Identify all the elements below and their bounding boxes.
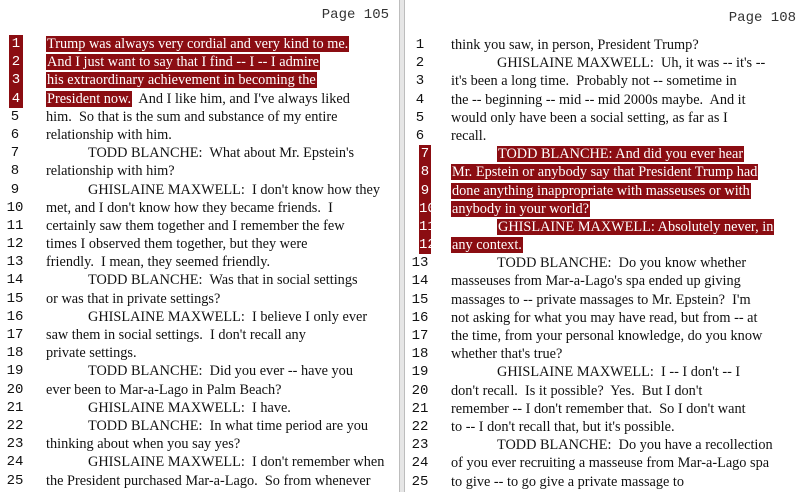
line-text bbox=[451, 236, 523, 254]
line-number: 18 bbox=[411, 346, 429, 363]
line-text bbox=[451, 36, 699, 54]
transcript-line bbox=[405, 36, 808, 54]
line-number: 8 bbox=[10, 163, 20, 180]
line-number: 6 bbox=[10, 126, 20, 143]
transcript-line bbox=[0, 435, 399, 453]
line-number: 1 bbox=[415, 37, 425, 53]
transcript-line bbox=[405, 436, 808, 454]
line-number: 5 bbox=[10, 108, 20, 125]
line-number: 11 bbox=[6, 217, 24, 234]
line-text bbox=[46, 253, 270, 271]
line-text bbox=[497, 145, 744, 163]
plain-text: not asking for what you may have read, but from -- at bbox=[451, 309, 758, 326]
line-text bbox=[46, 326, 306, 344]
plain-text: it's been a long time. Probably not -- sometime in bbox=[451, 73, 737, 90]
transcript-line bbox=[405, 345, 808, 363]
line-number: 11 bbox=[419, 218, 436, 235]
transcript-line bbox=[0, 53, 399, 71]
line-number: 13 bbox=[6, 254, 24, 271]
line-text bbox=[451, 454, 769, 472]
plain-text: relationship with him. bbox=[46, 126, 172, 143]
line-number: 22 bbox=[6, 417, 24, 434]
line-text bbox=[88, 308, 367, 326]
transcript-line bbox=[405, 382, 808, 400]
line-number: 21 bbox=[6, 399, 24, 416]
transcript-line bbox=[405, 473, 808, 491]
transcript-line bbox=[405, 327, 808, 345]
line-number: 25 bbox=[411, 473, 429, 490]
line-text bbox=[46, 53, 320, 71]
transcript-line bbox=[0, 35, 399, 53]
line-number: 15 bbox=[411, 291, 429, 308]
transcript-line bbox=[0, 271, 399, 289]
plain-text: GHISLAINE MAXWELL: Uh, it was -- it's -- bbox=[497, 55, 766, 72]
plain-text: thinking about when you say yes? bbox=[46, 436, 241, 453]
transcript-line bbox=[0, 399, 399, 417]
line-number: 7 bbox=[420, 146, 430, 163]
transcript-line bbox=[0, 344, 399, 362]
line-number: 24 bbox=[411, 455, 429, 472]
plain-text: to -- I don't recall that, but it's possible. bbox=[451, 418, 675, 435]
line-text bbox=[497, 218, 774, 236]
line-number: 16 bbox=[6, 308, 24, 325]
highlighted-text: And I just want to say that I find -- I -- I admire bbox=[47, 54, 319, 71]
highlighted-text: anybody in your world? bbox=[452, 200, 589, 217]
plain-text: GHISLAINE MAXWELL: I don't know how they bbox=[88, 181, 381, 198]
line-text bbox=[46, 435, 240, 453]
line-number: 3 bbox=[9, 71, 23, 89]
line-number: 6 bbox=[415, 127, 425, 144]
transcript-line bbox=[405, 127, 808, 145]
line-text bbox=[46, 235, 307, 253]
highlighted-text: Trump was always very cordial and very kind to me. bbox=[47, 36, 349, 52]
line-number: 3 bbox=[415, 73, 425, 90]
highlighted-text: his extraordinary achievement in becoming the bbox=[47, 72, 316, 89]
transcript-line bbox=[0, 144, 399, 162]
line-number: 17 bbox=[6, 327, 24, 343]
transcript-line bbox=[405, 182, 808, 200]
transcript-page-left bbox=[0, 0, 400, 492]
plain-text: recall. bbox=[451, 127, 487, 144]
plain-text: friendly. I mean, they seemed friendly. bbox=[46, 254, 271, 271]
plain-text: remember -- I don't remember that. So I don't want bbox=[451, 400, 746, 417]
transcript-line bbox=[405, 454, 808, 472]
transcript-line bbox=[0, 453, 399, 471]
line-text bbox=[46, 217, 345, 235]
line-text bbox=[46, 199, 333, 217]
line-number: 17 bbox=[411, 328, 429, 344]
line-text bbox=[88, 181, 380, 199]
line-text bbox=[88, 144, 354, 162]
highlighted-text: President now. bbox=[47, 90, 132, 107]
line-text bbox=[451, 272, 741, 290]
plain-text: TODD BLANCHE: Do you have a recollection bbox=[497, 437, 773, 454]
transcript-line bbox=[405, 200, 808, 218]
plain-text: GHISLAINE MAXWELL: I believe I only ever bbox=[88, 308, 368, 325]
line-text bbox=[451, 382, 702, 400]
line-number: 19 bbox=[6, 363, 24, 380]
transcript-line bbox=[405, 272, 808, 290]
line-text bbox=[88, 453, 384, 471]
line-text bbox=[46, 35, 349, 53]
line-number: 21 bbox=[411, 400, 429, 417]
line-number: 23 bbox=[6, 436, 24, 453]
line-number: 14 bbox=[6, 272, 24, 289]
plain-text: certainly saw them together and I remember the few bbox=[46, 217, 345, 234]
line-number: 25 bbox=[6, 472, 24, 489]
line-number: 8 bbox=[420, 164, 430, 181]
transcript-line bbox=[0, 362, 399, 380]
transcript-line bbox=[0, 290, 399, 308]
plain-text: masseuses from Mar-a-Lago's spa ended up giving bbox=[451, 273, 741, 290]
line-text bbox=[46, 344, 137, 362]
transcript-line bbox=[405, 145, 808, 163]
line-number: 7 bbox=[10, 145, 20, 162]
plain-text: the time, from your personal knowledge, do you know bbox=[451, 328, 763, 344]
plain-text: massages to -- private massages to Mr. Epstein? I'm bbox=[451, 291, 751, 308]
plain-text: TODD BLANCHE: What about Mr. Epstein's bbox=[88, 145, 355, 162]
transcript-line bbox=[405, 109, 808, 127]
line-number: 12 bbox=[6, 236, 24, 253]
line-text bbox=[451, 182, 751, 200]
transcript-line bbox=[0, 162, 399, 180]
line-text bbox=[451, 72, 737, 90]
highlighted-text: GHISLAINE MAXWELL: Absolutely never, in bbox=[498, 218, 774, 235]
line-text bbox=[88, 417, 368, 435]
line-text bbox=[46, 162, 175, 180]
transcript-line bbox=[0, 381, 399, 399]
line-text bbox=[46, 108, 337, 126]
transcript-lines bbox=[405, 36, 808, 491]
line-number: 15 bbox=[6, 290, 24, 307]
line-text bbox=[497, 436, 773, 454]
transcript-line bbox=[405, 418, 808, 436]
line-text bbox=[46, 126, 172, 144]
highlighted-text: any context. bbox=[452, 237, 522, 254]
line-text bbox=[451, 345, 562, 363]
transcript-line bbox=[0, 326, 399, 344]
line-text bbox=[88, 362, 353, 380]
plain-text: him. So that is the sum and substance of my entire bbox=[46, 108, 338, 125]
plain-text: the -- beginning -- mid -- mid 2000s maybe. And it bbox=[451, 91, 746, 108]
plain-text: would only have been a social setting, as far as I bbox=[451, 109, 728, 126]
plain-text: the President purchased Mar-a-Lago. So from whenever bbox=[46, 472, 371, 489]
plain-text: GHISLAINE MAXWELL: I have. bbox=[88, 399, 291, 416]
transcript-line bbox=[0, 253, 399, 271]
line-number: 2 bbox=[415, 55, 425, 72]
plain-text: relationship with him? bbox=[46, 163, 175, 180]
plain-text: don't recall. Is it possible? Yes. But I don't bbox=[451, 382, 703, 399]
plain-text: of you ever recruiting a masseuse from Mar-a-Lago spa bbox=[451, 455, 770, 472]
line-number: 24 bbox=[6, 454, 24, 471]
line-number: 20 bbox=[411, 382, 429, 399]
transcript-line bbox=[0, 90, 399, 108]
line-text bbox=[451, 400, 746, 418]
plain-text: GHISLAINE MAXWELL: I don't remember when bbox=[88, 454, 385, 471]
transcript-line bbox=[0, 181, 399, 199]
plain-text: GHISLAINE MAXWELL: I -- I don't -- I bbox=[497, 364, 741, 381]
line-text bbox=[497, 54, 765, 72]
line-number: 23 bbox=[411, 437, 429, 454]
line-text bbox=[88, 399, 291, 417]
transcript-line bbox=[0, 126, 399, 144]
highlighted-text: Mr. Epstein or anybody say that President Trump had bbox=[452, 164, 758, 181]
transcript-line bbox=[405, 291, 808, 309]
line-number: 9 bbox=[10, 181, 20, 198]
plain-text: TODD BLANCHE: Was that in social settings bbox=[88, 272, 358, 289]
line-number: 4 bbox=[415, 91, 425, 108]
plain-text: times I observed them together, but they were bbox=[46, 236, 308, 253]
transcript-line bbox=[405, 254, 808, 272]
transcript-line bbox=[405, 54, 808, 72]
line-number: 14 bbox=[411, 273, 429, 290]
transcript-line bbox=[0, 235, 399, 253]
plain-text: to give -- to go give a private massage to bbox=[451, 473, 685, 490]
line-number: 10 bbox=[6, 199, 24, 216]
plain-text: TODD BLANCHE: In what time period are you bbox=[88, 417, 369, 434]
transcript-line bbox=[405, 72, 808, 90]
transcript-line bbox=[0, 308, 399, 326]
transcript-page-right bbox=[404, 0, 808, 492]
transcript-line bbox=[405, 91, 808, 109]
transcript-line bbox=[405, 309, 808, 327]
line-text bbox=[451, 418, 675, 436]
transcript-line bbox=[405, 163, 808, 181]
transcript-line bbox=[0, 417, 399, 435]
line-text bbox=[497, 254, 746, 272]
line-number: 22 bbox=[411, 418, 429, 435]
line-text bbox=[451, 473, 684, 491]
line-number: 5 bbox=[415, 109, 425, 126]
transcript-line bbox=[0, 199, 399, 217]
transcript-line bbox=[405, 236, 808, 254]
highlighted-text: TODD BLANCHE: And did you ever hear bbox=[498, 146, 744, 163]
line-text bbox=[451, 91, 746, 109]
line-text bbox=[46, 472, 370, 490]
line-text bbox=[451, 109, 728, 127]
line-number: 19 bbox=[411, 364, 429, 381]
line-number: 10 bbox=[419, 200, 436, 217]
transcript-line bbox=[0, 217, 399, 235]
highlighted-text: done anything inappropriate with masseuses or with bbox=[452, 182, 750, 199]
line-text bbox=[451, 127, 486, 145]
line-number: 16 bbox=[411, 309, 429, 326]
plain-text: And I like him, and I've always liked bbox=[132, 90, 350, 107]
page-number-label: Page 108 bbox=[728, 10, 796, 26]
page-number-label: Page 105 bbox=[321, 7, 389, 23]
line-text bbox=[46, 381, 282, 399]
plain-text: private settings. bbox=[46, 345, 137, 362]
line-number: 18 bbox=[6, 345, 24, 362]
plain-text: or was that in private settings? bbox=[46, 290, 221, 307]
transcript-line bbox=[405, 363, 808, 381]
plain-text: TODD BLANCHE: Did you ever -- have you bbox=[88, 363, 353, 380]
line-text bbox=[451, 163, 758, 181]
plain-text: think you saw, in person, President Trump? bbox=[451, 37, 699, 53]
transcript-line bbox=[0, 108, 399, 126]
line-text bbox=[451, 309, 758, 327]
line-text bbox=[88, 271, 358, 289]
line-number: 9 bbox=[420, 182, 430, 199]
line-text bbox=[46, 290, 220, 308]
plain-text: saw them in social settings. I don't recall any bbox=[46, 327, 306, 343]
line-text bbox=[451, 291, 751, 309]
line-number: 20 bbox=[6, 381, 24, 398]
line-text bbox=[46, 90, 350, 108]
transcript-line bbox=[0, 472, 399, 490]
plain-text: met, and I don't know how they became friends. I bbox=[46, 199, 333, 216]
line-text bbox=[46, 71, 317, 89]
transcript-line bbox=[405, 400, 808, 418]
line-number: 13 bbox=[411, 255, 429, 272]
line-number: 1 bbox=[9, 35, 23, 53]
line-number: 12 bbox=[419, 237, 436, 254]
line-number: 2 bbox=[9, 53, 23, 71]
transcript-line bbox=[0, 71, 399, 89]
line-text bbox=[451, 200, 590, 218]
plain-text: ever been to Mar-a-Lago in Palm Beach? bbox=[46, 381, 282, 398]
transcript-lines bbox=[0, 35, 399, 490]
line-text bbox=[497, 363, 740, 381]
plain-text: TODD BLANCHE: Do you know whether bbox=[497, 255, 747, 272]
line-text bbox=[451, 327, 762, 345]
line-number: 4 bbox=[9, 90, 23, 108]
plain-text: whether that's true? bbox=[451, 346, 563, 363]
transcript-line bbox=[405, 218, 808, 236]
